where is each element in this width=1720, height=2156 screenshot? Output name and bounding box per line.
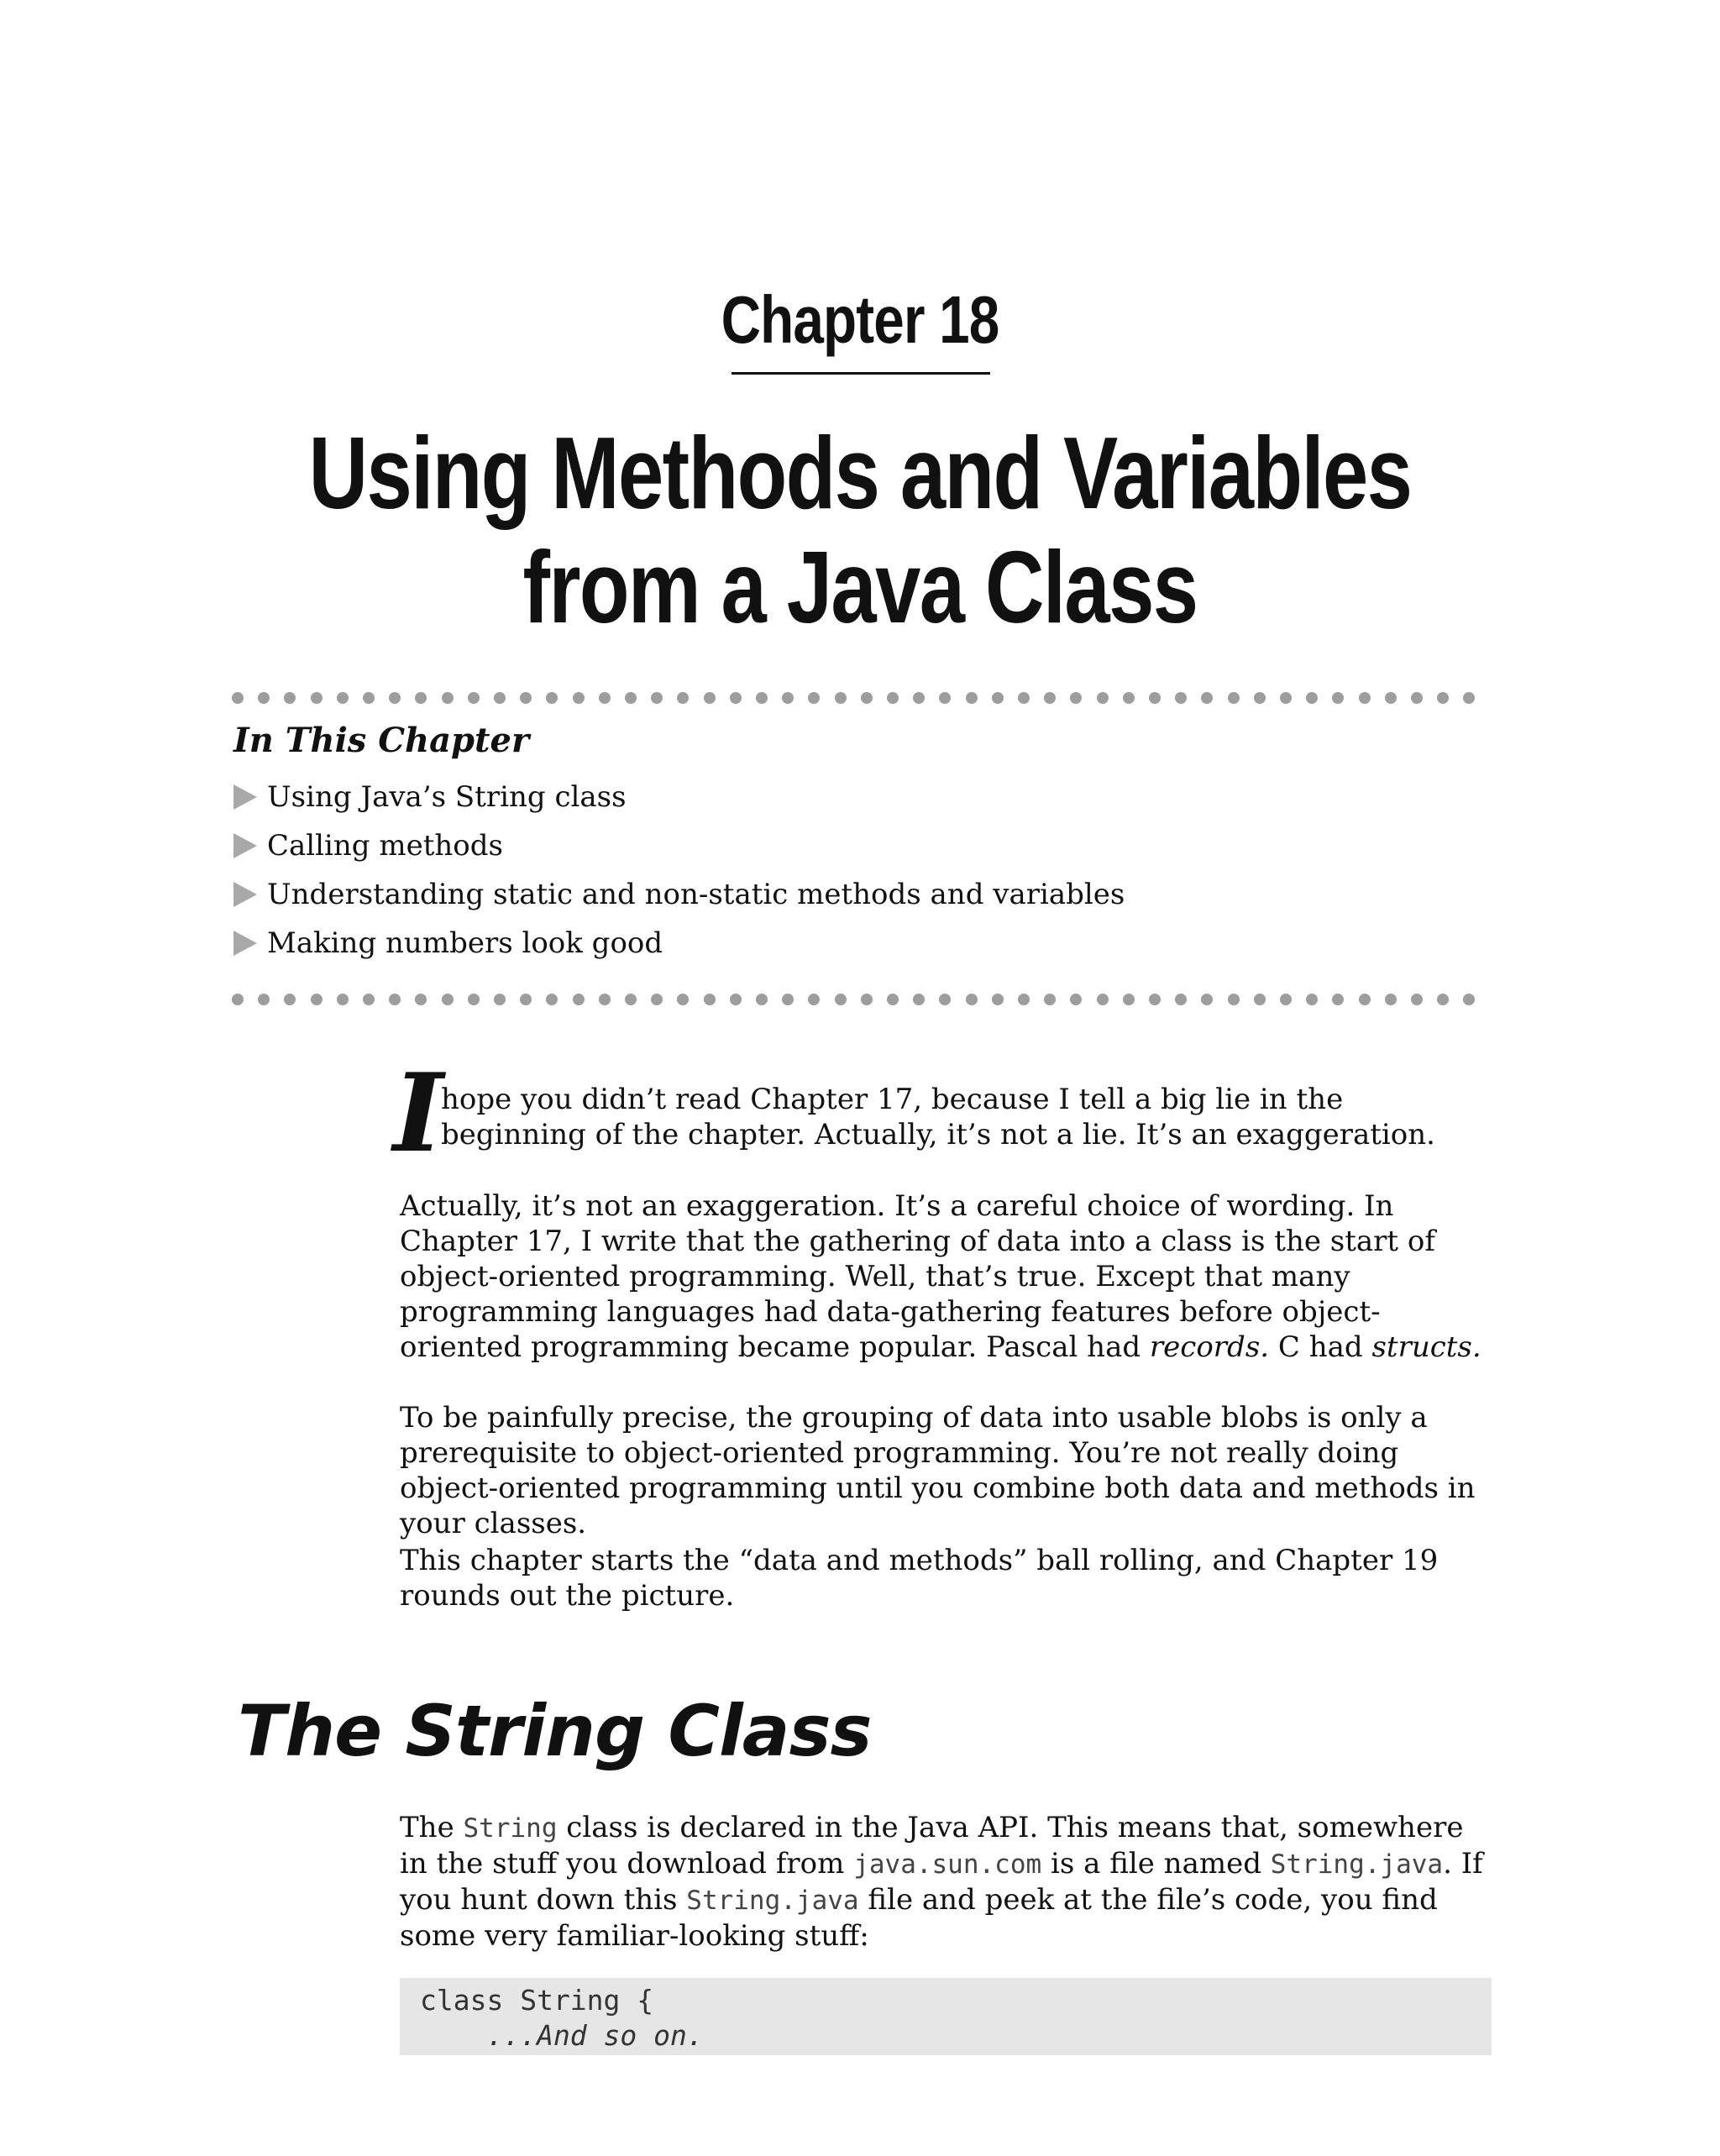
inline-code: String.java [1270, 1849, 1444, 1880]
divider-dot [363, 994, 375, 1005]
divider-dot [284, 994, 296, 1005]
divider-dot [651, 692, 663, 704]
divider-dot [939, 692, 951, 704]
divider-dot [730, 994, 742, 1005]
code-block [400, 1978, 1492, 2055]
divider-dot [835, 994, 847, 1005]
divider-dot [782, 994, 794, 1005]
divider-dot [311, 692, 322, 704]
divider-dot [677, 994, 689, 1005]
section-paragraph [400, 1810, 1497, 1954]
divider-dot [730, 692, 742, 704]
divider-dot [913, 994, 925, 1005]
divider-dot [1463, 994, 1475, 1005]
divider-dot [442, 692, 454, 704]
divider-dot [1437, 994, 1449, 1005]
code-line-1: class String { [420, 1984, 654, 2017]
divider-dot [808, 692, 820, 704]
list-item [233, 773, 1125, 821]
divider-dot [1070, 692, 1082, 704]
dotted-divider-bottom [232, 993, 1495, 1006]
intro-paragraph-3 [400, 1400, 1497, 1541]
section-heading: The String Class [238, 1690, 872, 1772]
intro-paragraph-1: hope you didn’t read Chapter 17, because I tell a big lie in the beginning of the chapter. Actually, it’s not a lie. It’s an exaggeration. [441, 1083, 1435, 1151]
intro-paragraph-4 [400, 1543, 1497, 1613]
divider-dot [599, 692, 611, 704]
divider-dot [468, 692, 480, 704]
divider-dot [1359, 692, 1371, 704]
divider-dot [1411, 692, 1423, 704]
divider-dot [442, 994, 454, 1005]
paragraph-text: To be painfully precise, the grouping of data into usable blobs is only a prerequisite to object-oriented programming. You’re not really doing object-oriented programming until you combine both data and methods in your classes. [400, 1401, 1476, 1540]
divider-dot [651, 994, 663, 1005]
in-this-chapter-list [233, 773, 1125, 968]
divider-dot [704, 692, 716, 704]
divider-dot [494, 994, 506, 1005]
divider-dot [1359, 994, 1371, 1005]
divider-dot [1149, 692, 1161, 704]
divider-dot [1044, 994, 1056, 1005]
divider-dot [1175, 692, 1187, 704]
divider-dot [966, 994, 978, 1005]
in-this-chapter-heading: In This Chapter [233, 721, 530, 760]
divider-dot [258, 692, 270, 704]
triangle-right-icon [233, 882, 257, 907]
divider-dot [625, 994, 637, 1005]
divider-dot [1123, 692, 1135, 704]
divider-dot [1280, 994, 1292, 1005]
divider-dot [520, 692, 532, 704]
divider-dot [1332, 994, 1344, 1005]
divider-dot [337, 994, 349, 1005]
divider-dot [1044, 692, 1056, 704]
divider-dot [861, 692, 873, 704]
divider-dot [704, 994, 716, 1005]
divider-dot [625, 692, 637, 704]
divider-dot [1097, 994, 1109, 1005]
divider-dot [1332, 692, 1344, 704]
divider-dot [1097, 692, 1109, 704]
divider-dot [861, 994, 873, 1005]
divider-dot [468, 994, 480, 1005]
divider-dot [992, 994, 1004, 1005]
chapter-title-line-1: Using Methods and Variables [308, 416, 1412, 530]
chapter-label: Chapter 18 [721, 282, 999, 357]
text-run: file and peek at the file’s code, you find some very familiar-looking stuff: [400, 1883, 1438, 1953]
text-run: The [400, 1811, 464, 1844]
divider-dot [1254, 692, 1266, 704]
divider-dot [389, 692, 401, 704]
divider-dot [1463, 692, 1475, 704]
divider-dot [1228, 994, 1240, 1005]
divider-dot [1201, 692, 1213, 704]
divider-dot [1437, 692, 1449, 704]
divider-dot [1306, 692, 1318, 704]
divider-dot [677, 692, 689, 704]
text-run: is a file named [1041, 1847, 1271, 1881]
triangle-right-icon [233, 784, 257, 810]
divider-dot [756, 994, 768, 1005]
divider-dot [546, 692, 558, 704]
divider-dot [887, 692, 899, 704]
divider-dot [887, 994, 899, 1005]
emphasis-structs: structs. [1371, 1330, 1481, 1364]
list-item-label: Understanding static and non-static methods and variables [267, 878, 1125, 911]
inline-code: String [463, 1813, 558, 1844]
list-item-label: Making numbers look good [267, 926, 663, 960]
divider-dot [939, 994, 951, 1005]
chapter-title [172, 416, 1548, 644]
divider-dot [311, 994, 322, 1005]
drop-cap: I [393, 1051, 443, 1177]
divider-dot [573, 994, 585, 1005]
list-item [233, 919, 1125, 968]
list-item-label: Using Java’s String class [267, 780, 627, 814]
divider-dot [363, 692, 375, 704]
text-run: C had [1269, 1330, 1372, 1364]
intro-paragraph-2 [400, 1188, 1497, 1365]
divider-dot [756, 692, 768, 704]
divider-dot [1018, 994, 1030, 1005]
divider-dot [1070, 994, 1082, 1005]
text-run: . If you hunt down this [400, 1847, 1483, 1917]
divider-dot [1254, 994, 1266, 1005]
divider-dot [337, 692, 349, 704]
divider-dot [1228, 692, 1240, 704]
list-item [233, 870, 1125, 919]
dotted-divider-top [232, 691, 1495, 705]
divider-dot [546, 994, 558, 1005]
divider-dot [389, 994, 401, 1005]
divider-dot [573, 692, 585, 704]
paragraph-text: This chapter starts the “data and methods” ball rolling, and Chapter 19 rounds out the picture. [400, 1544, 1439, 1613]
code-line-2: ...And so on. [420, 2019, 704, 2052]
divider-dot [808, 994, 820, 1005]
divider-dot [835, 692, 847, 704]
emphasis-records: records. [1149, 1330, 1270, 1364]
divider-dot [232, 994, 244, 1005]
divider-dot [1201, 994, 1213, 1005]
text-run: class is declared in the Java API. This means that, somewhere in the stuff you download from [400, 1811, 1464, 1881]
divider-dot [599, 994, 611, 1005]
divider-dot [992, 692, 1004, 704]
divider-dot [1306, 994, 1318, 1005]
triangle-right-icon [233, 931, 257, 956]
divider-dot [1280, 692, 1292, 704]
triangle-right-icon [233, 833, 257, 858]
divider-dot [415, 994, 427, 1005]
divider-dot [1149, 994, 1161, 1005]
divider-dot [494, 692, 506, 704]
divider-dot [1385, 994, 1397, 1005]
divider-dot [258, 994, 270, 1005]
divider-dot [1385, 692, 1397, 704]
list-item [233, 821, 1125, 870]
divider-dot [520, 994, 532, 1005]
divider-dot [1411, 994, 1423, 1005]
chapter-label-underline [732, 372, 990, 375]
divider-dot [782, 692, 794, 704]
inline-code: java.sun.com [853, 1849, 1042, 1880]
divider-dot [415, 692, 427, 704]
divider-dot [966, 692, 978, 704]
divider-dot [284, 692, 296, 704]
divider-dot [1175, 994, 1187, 1005]
divider-dot [1018, 692, 1030, 704]
divider-dot [913, 692, 925, 704]
chapter-title-line-2: from a Java Class [522, 530, 1198, 644]
text-run: Actually, it’s not an exaggeration. It’s a careful choice of wording. In Chapter 17, I write that the gathering of data into a class is the start of object-oriented programming. Well, that’s true. Except that many programming languages had data-gathering features before object-oriented programming became popular. Pascal had [400, 1189, 1435, 1364]
list-item-label: Calling methods [267, 829, 503, 863]
divider-dot [1123, 994, 1135, 1005]
inline-code: String.java [686, 1886, 859, 1916]
divider-dot [232, 692, 244, 704]
